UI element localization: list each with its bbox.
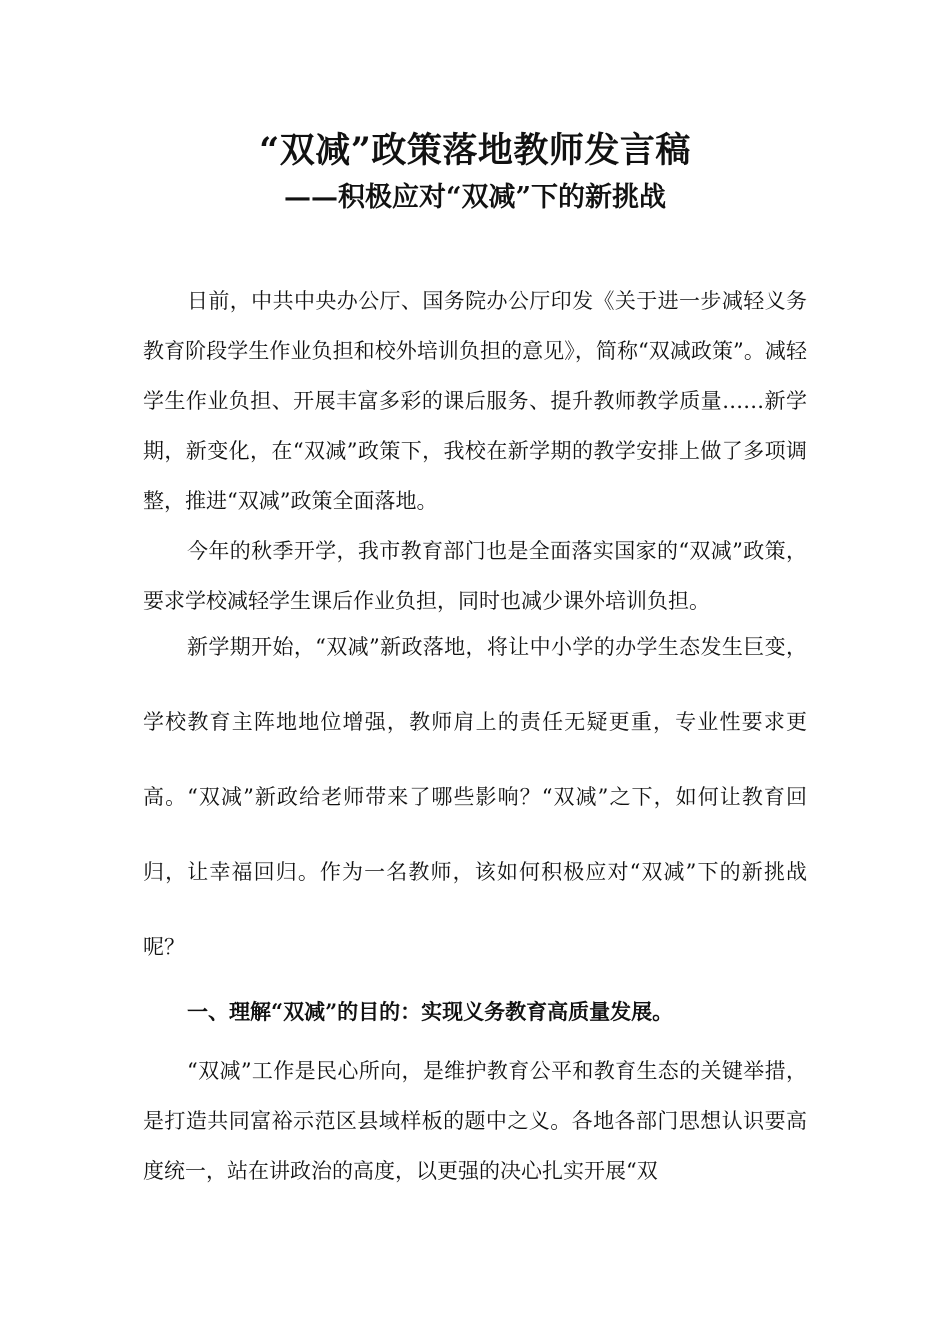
- paragraph-intro: 日前，中共中央办公厅、国务院办公厅印发《关于进一步减轻义务教育阶段学生作业负担和校外培训负担的意见》，简称“双减政策”。减轻学生作业负担、开展丰富多彩的课后服务、提升教师教学质量……新学期，新变化，在“双减”政策下，我校在新学期的教学安排上做了多项调整，推进“双减”政策全面落地。: [143, 289, 807, 513]
- section-heading-block: [143, 987, 807, 1037]
- paragraph-autumn-semester: 今年的秋季开学，我市教育部门也是全面落实国家的“双减”政策，要求学校减轻学生课后作业负担，同时也减少课外培训负担。: [143, 539, 807, 613]
- paragraph-new-semester: 新学期开始，“双减”新政落地，将让中小学的办学生态发生巨变，学校教育主阵地地位增强，教师肩上的责任无疑更重，专业性要求更高。“双减”新政给老师带来了哪些影响？“双减”之下，如何让教育回归，让幸福回归。作为一名教师，该如何积极应对“双减”下的新挑战呢？: [143, 635, 807, 959]
- document-subtitle: ——积极应对“双减”下的新挑战: [283, 182, 667, 213]
- section-body-block: [143, 1046, 807, 1196]
- document-title: “双减”政策落地教师发言稿: [259, 130, 691, 171]
- paragraph-section-one: “双减”工作是民心所向，是维护教育公平和教育生态的关键举措，是打造共同富裕示范区县域样板的题中之义。各地各部门思想认识要高度统一，站在讲政治的高度，以更强的决心扎实开展“双: [143, 1059, 807, 1183]
- section-heading: 一、理解“双减”的目的：实现义务教育高质量发展。: [187, 999, 674, 1024]
- document-body-intro: [143, 276, 807, 526]
- document-body-third: [143, 610, 807, 985]
